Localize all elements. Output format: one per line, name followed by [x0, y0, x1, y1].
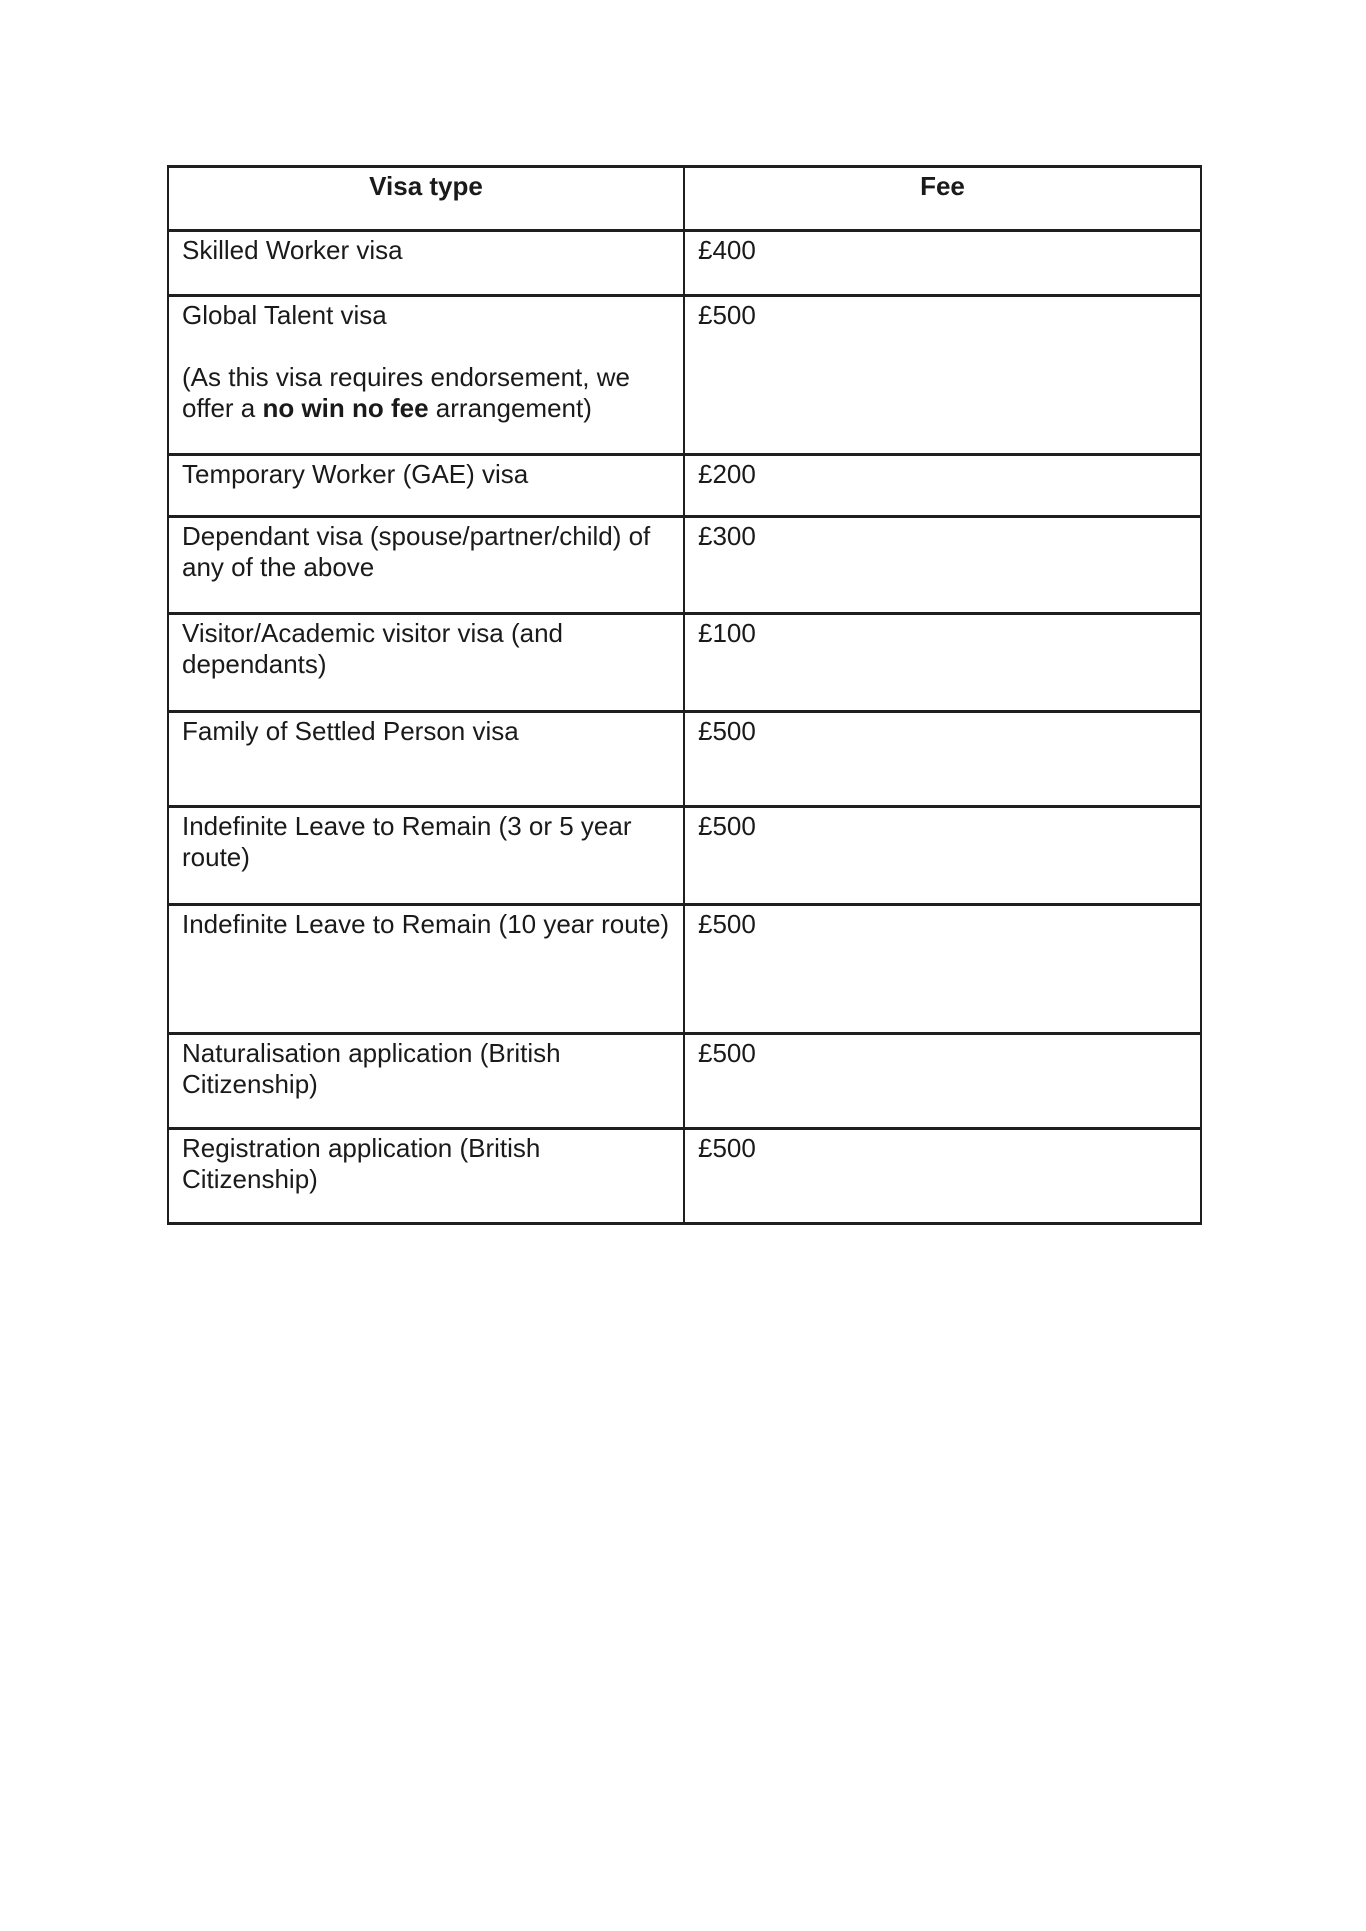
visa-type-cell: Indefinite Leave to Remain (3 or 5 year route) [168, 807, 684, 905]
table-row [168, 712, 1201, 807]
visa-type-cell [168, 296, 684, 455]
fee-cell: £500 [684, 712, 1201, 807]
fee-cell: £500 [684, 1034, 1201, 1129]
table-row [168, 517, 1201, 614]
table-row [168, 231, 1201, 296]
fee-cell: £500 [684, 807, 1201, 905]
visa-note [182, 362, 670, 424]
table-row [168, 1129, 1201, 1224]
column-header-fee: Fee [684, 167, 1201, 231]
header-row [168, 167, 1201, 231]
column-header-visa-type: Visa type [168, 167, 684, 231]
visa-type-text: Global Talent visa [182, 300, 387, 330]
visa-type-cell: Visitor/Academic visitor visa (and dependants) [168, 614, 684, 712]
visa-type-cell: Naturalisation application (British Citizenship) [168, 1034, 684, 1129]
visa-type-cell: Dependant visa (spouse/partner/child) of any of the above [168, 517, 684, 614]
fee-cell: £300 [684, 517, 1201, 614]
fee-cell: £400 [684, 231, 1201, 296]
visa-type-cell: Skilled Worker visa [168, 231, 684, 296]
fee-cell: £500 [684, 905, 1201, 1034]
table-row [168, 807, 1201, 905]
table-row [168, 614, 1201, 712]
table-row [168, 1034, 1201, 1129]
visa-fees-table [167, 165, 1202, 1225]
visa-type-cell: Temporary Worker (GAE) visa [168, 455, 684, 517]
visa-type-cell: Family of Settled Person visa [168, 712, 684, 807]
fee-cell: £200 [684, 455, 1201, 517]
visa-note-bold: no win no fee [262, 393, 429, 423]
table-row [168, 455, 1201, 517]
fee-cell: £500 [684, 1129, 1201, 1224]
fee-cell: £100 [684, 614, 1201, 712]
visa-type-cell: Registration application (British Citizenship) [168, 1129, 684, 1224]
table-row [168, 296, 1201, 455]
table-row [168, 905, 1201, 1034]
fee-cell: £500 [684, 296, 1201, 455]
visa-note-before: (As this visa requires endorsement, we offer a [182, 362, 630, 423]
visa-type-cell: Indefinite Leave to Remain (10 year route) [168, 905, 684, 1034]
visa-note-after: arrangement) [428, 393, 592, 423]
